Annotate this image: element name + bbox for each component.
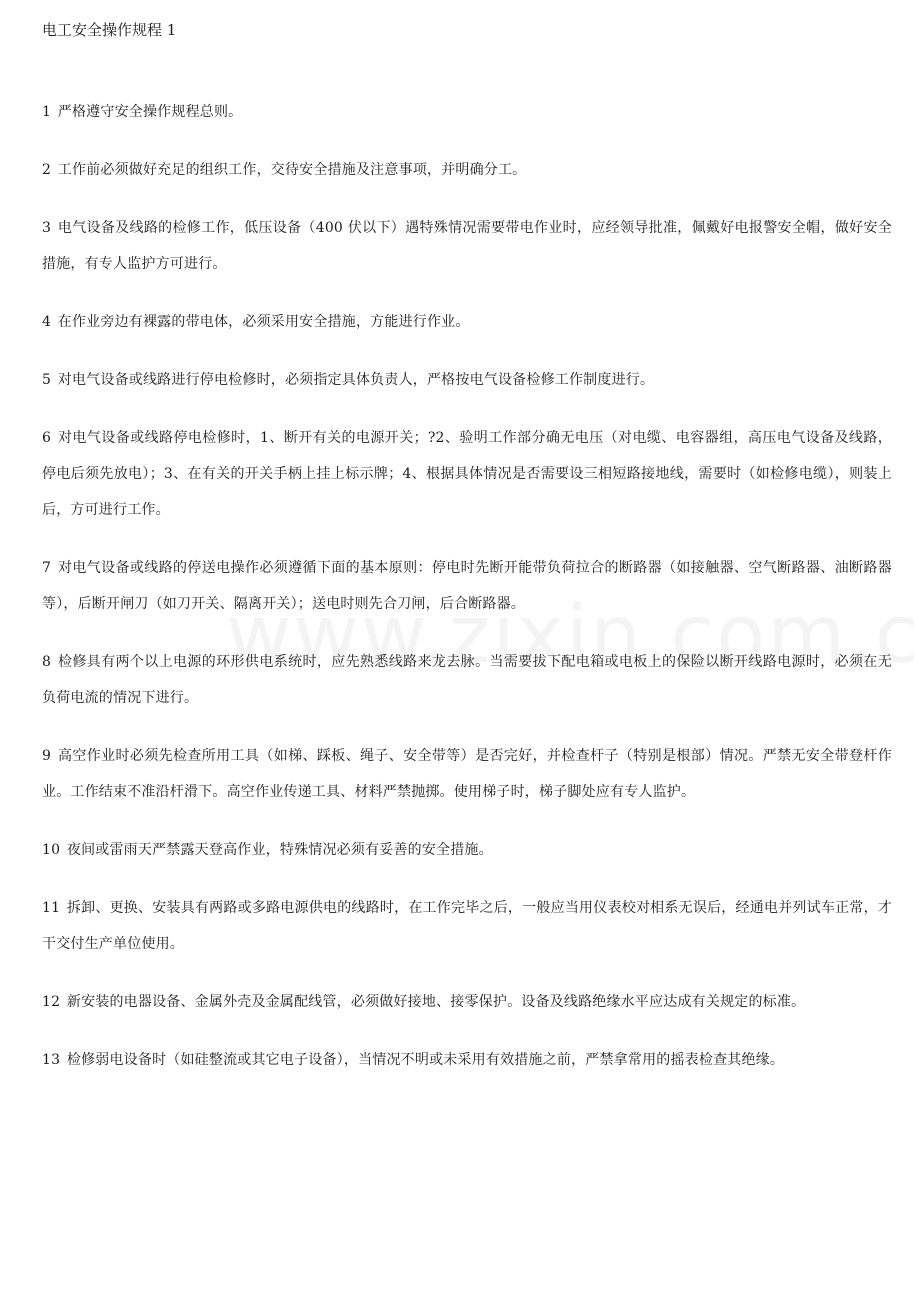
paragraph-number: 1 bbox=[42, 104, 52, 120]
paragraph-number: 13 bbox=[42, 1052, 61, 1068]
document-title: 电工安全操作规程 1 bbox=[42, 21, 177, 39]
paragraph-number: 10 bbox=[42, 842, 61, 858]
paragraph-number: 4 bbox=[42, 314, 52, 330]
paragraph-text: 检修具有两个以上电源的环形供电系统时，应先熟悉线路来龙去脉。当需要拔下配电箱或电板上的保险以断开线路电源时，必须在无负荷电流的情况下进行。 bbox=[42, 654, 892, 706]
paragraph-text: 高空作业时必须先检查所用工具（如梯、踩板、绳子、安全带等）是否完好，并检查杆子（特别是根部）情况。严禁无安全带登杆作业。工作结束不准沿杆滑下。高空作业传递工具、材料严禁抛掷。使用梯子时，梯子脚处应有专人监护。 bbox=[42, 748, 892, 800]
paragraph-text: 严格遵守安全操作规程总则。 bbox=[57, 104, 243, 120]
paragraph-text: 对电气设备或线路的停送电操作必须遵循下面的基本原则：停电时先断开能带负荷拉合的断路器（如接触器、空气断路器、油断路器等），后断开闸刀（如刀开关、隔离开关）；送电时则先合刀闸，后合断路器。 bbox=[42, 560, 892, 612]
document-body bbox=[42, 94, 892, 1100]
paragraph-number: 11 bbox=[42, 900, 61, 916]
paragraph-text: 对电气设备或线路进行停电检修时，必须指定具体负责人，严格按电气设备检修工作制度进行。 bbox=[57, 372, 655, 388]
paragraph-number: 7 bbox=[42, 560, 52, 576]
paragraph-number: 8 bbox=[42, 654, 52, 670]
paragraph-2 bbox=[42, 152, 892, 188]
paragraph-text: 新安装的电器设备、金属外壳及金属配线管，必须做好接地、接零保护。设备及线路绝缘水平应达成有关规定的标准。 bbox=[66, 994, 806, 1010]
paragraph-9 bbox=[42, 738, 892, 810]
paragraph-number: 9 bbox=[42, 748, 52, 764]
paragraph-1 bbox=[42, 94, 892, 130]
paragraph-text: 对电气设备或线路停电检修时，1、断开有关的电源开关；?2、验明工作部分确无电压（对电缆、电容器组，高压电气设备及线路，停电后须先放电）；3、在有关的开关手柄上挂上标示牌；4、根据具体情况是否需要设三相短路接地线，需要时（如检修电缆），则装上后，方可进行工作。 bbox=[42, 430, 892, 518]
paragraph-number: 12 bbox=[42, 994, 61, 1010]
paragraph-text: 拆卸、更换、安装具有两路或多路电源供电的线路时，在工作完毕之后，一般应当用仪表校对相系无误后，经通电并列试车正常，才干交付生产单位使用。 bbox=[42, 900, 892, 952]
paragraph-text: 检修弱电设备时（如硅整流或其它电子设备），当情况不明或未采用有效措施之前，严禁拿常用的摇表检查其绝缘。 bbox=[66, 1052, 785, 1068]
paragraph-10 bbox=[42, 832, 892, 868]
paragraph-13 bbox=[42, 1042, 892, 1078]
paragraph-text: 夜间或雷雨天严禁露天登高作业，特殊情况必须有妥善的安全措施。 bbox=[66, 842, 493, 858]
paragraph-7 bbox=[42, 550, 892, 622]
paragraph-text: 工作前必须做好充足的组织工作，交待安全措施及注意事项，并明确分工。 bbox=[57, 162, 527, 178]
paragraph-12 bbox=[42, 984, 892, 1020]
paragraph-text: 在作业旁边有裸露的带电体，必须采用安全措施，方能进行作业。 bbox=[57, 314, 470, 330]
paragraph-number: 6 bbox=[42, 430, 52, 446]
paragraph-8 bbox=[42, 644, 892, 716]
paragraph-number: 5 bbox=[42, 372, 52, 388]
paragraph-3 bbox=[42, 210, 892, 282]
paragraph-number: 2 bbox=[42, 162, 52, 178]
paragraph-4 bbox=[42, 304, 892, 340]
paragraph-11 bbox=[42, 890, 892, 962]
paragraph-5 bbox=[42, 362, 892, 398]
paragraph-6 bbox=[42, 420, 892, 528]
paragraph-text: 电气设备及线路的检修工作，低压设备（400 伏以下）遇特殊情况需要带电作业时，应经领导批准，佩戴好电报警安全帽，做好安全措施，有专人监护方可进行。 bbox=[42, 220, 892, 272]
paragraph-number: 3 bbox=[42, 220, 52, 236]
